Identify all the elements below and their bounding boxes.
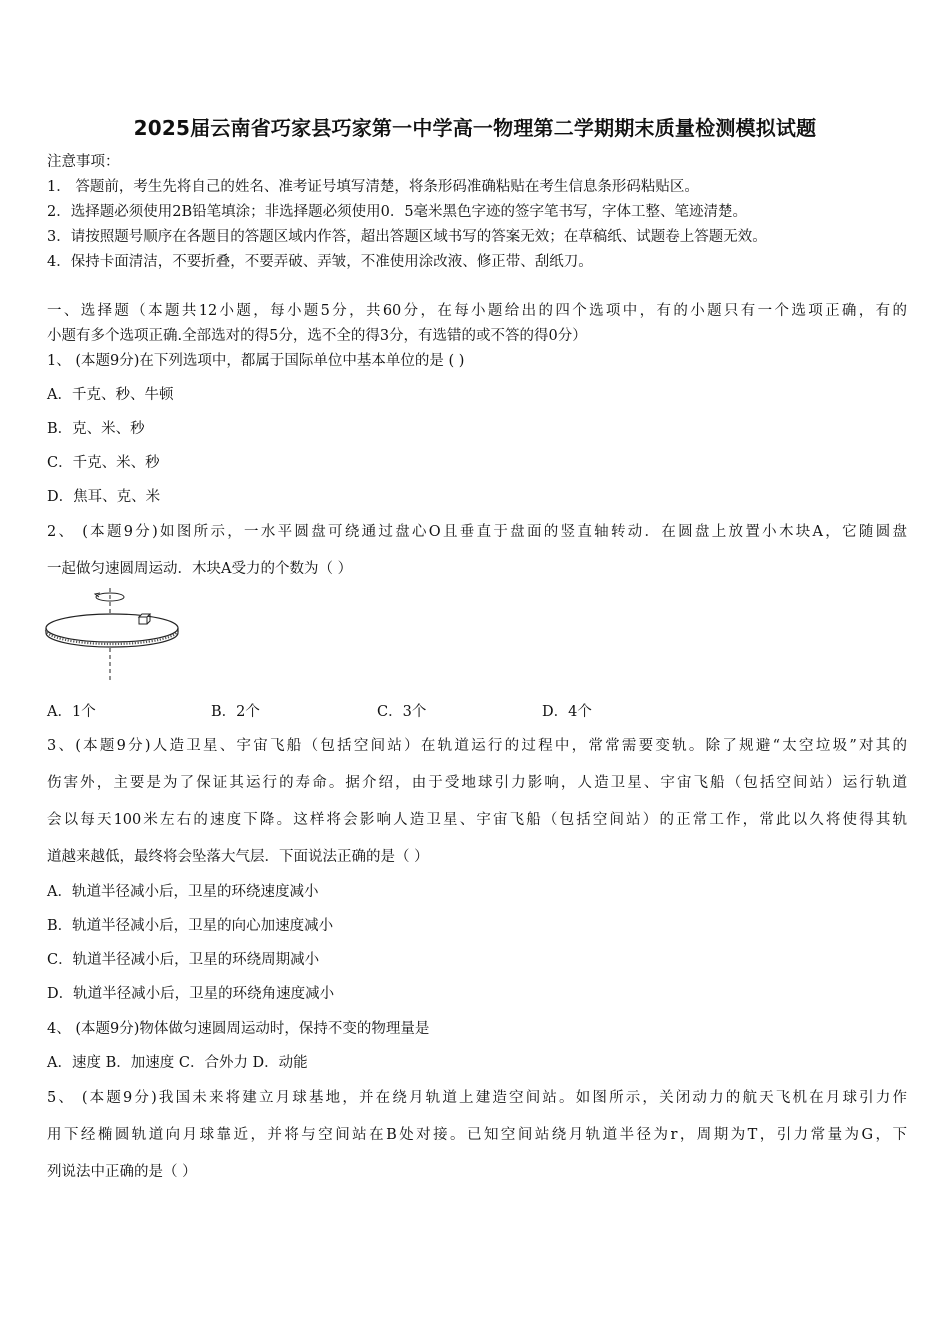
q3-option-d: D．轨道半径减小后，卫星的环绕角速度减小: [47, 986, 335, 1002]
q1-option-d: D．焦耳、克、米: [47, 489, 161, 505]
notice-item-3: 3．请按照题号顺序在各题目的答题区域内作答，超出答题区域书写的答案无效；在草稿纸、试题卷上答题无效。: [47, 229, 767, 245]
q2-option-b: B．2个: [211, 704, 260, 720]
q3-stem-line-4: 道越来越低，最终将会坠落大气层．下面说法正确的是（ ）: [47, 849, 429, 865]
notice-item-1: 1． 答题前，考生先将自己的姓名、准考证号填写清楚，将条形码准确粘贴在考生信息条形码粘贴区。: [47, 179, 699, 195]
q5-stem-line-3: 列说法中正确的是（ ）: [47, 1164, 197, 1180]
q2-stem-line-2: 一起做匀速圆周运动．木块A受力的个数为（ ）: [47, 561, 353, 577]
q1-option-a: A．千克、秒、牛顿: [47, 387, 174, 403]
exam-title: 2025届云南省巧家县巧家第一中学高一物理第二学期期末质量检测模拟试题: [133, 116, 817, 140]
q4-stem: 4、 (本题9分)物体做匀速圆周运动时，保持不变的物理量是: [47, 1021, 430, 1037]
q4-options: A．速度 B．加速度 C．合外力 D．动能: [47, 1055, 308, 1071]
notice-heading: 注意事项：: [47, 154, 120, 170]
section-heading-line-2: 小题有多个选项正确.全部选对的得5分，选不全的得3分，有选错的或不答的得0分）: [47, 328, 587, 344]
notice-item-2: 2．选择题必须使用2B铅笔填涂；非选择题必须使用0．5毫米黑色字迹的签字笔书写，字体工整、笔迹清楚。: [47, 204, 748, 220]
q1-stem: 1、 (本题9分)在下列选项中，都属于国际单位中基本单位的是 ( ): [47, 353, 465, 369]
q2-stem-line-1: 2、 (本题9分)如图所示，一水平圆盘可绕通过盘心O且垂直于盘面的竖直轴转动．在圆盘上放置小木块A，它随圆盘: [47, 524, 907, 540]
section-heading-line-1: 一、选择题（本题共12小题，每小题5分，共60分，在每小题给出的四个选项中，有的小题只有一个选项正确，有的: [47, 303, 907, 319]
q2-option-a: A．1个: [47, 704, 96, 720]
q1-option-c: C．千克、米、秒: [47, 455, 160, 471]
rotating-disk-figure: [40, 588, 186, 680]
q2-options: [47, 700, 907, 722]
q2-option-c: C．3个: [377, 704, 427, 720]
q3-option-b: B．轨道半径减小后，卫星的向心加速度减小: [47, 918, 334, 934]
q2-option-d: D．4个: [542, 704, 592, 720]
q3-option-c: C．轨道半径减小后，卫星的环绕周期减小: [47, 952, 320, 968]
q1-option-b: B．克、米、秒: [47, 421, 145, 437]
q3-option-a: A．轨道半径减小后，卫星的环绕速度减小: [47, 884, 319, 900]
q3-stem-line-2: 伤害外，主要是为了保证其运行的寿命。据介绍，由于受地球引力影响，人造卫星、宇宙飞船（包括空间站）运行轨道: [47, 775, 907, 791]
q3-stem-line-1: 3、(本题9分)人造卫星、宇宙飞船（包括空间站）在轨道运行的过程中，常常需要变轨。除了规避“太空垃圾”对其的: [47, 738, 907, 754]
q5-stem-line-1: 5、 (本题9分)我国未来将建立月球基地，并在绕月轨道上建造空间站。如图所示，关闭动力的航天飞机在月球引力作: [47, 1090, 907, 1106]
q3-stem-line-3: 会以每天100米左右的速度下降。这样将会影响人造卫星、宇宙飞船（包括空间站）的正常工作，常此以久将使得其轨: [47, 812, 907, 828]
notice-item-4: 4．保持卡面清洁，不要折叠，不要弄破、弄皱，不准使用涂改液、修正带、刮纸刀。: [47, 254, 593, 270]
q5-stem-line-2: 用下经椭圆轨道向月球靠近，并将与空间站在B处对接。已知空间站绕月轨道半径为r，周期为T，引力常量为G，下: [47, 1127, 907, 1143]
rotating-disk-diagram: [40, 588, 186, 680]
